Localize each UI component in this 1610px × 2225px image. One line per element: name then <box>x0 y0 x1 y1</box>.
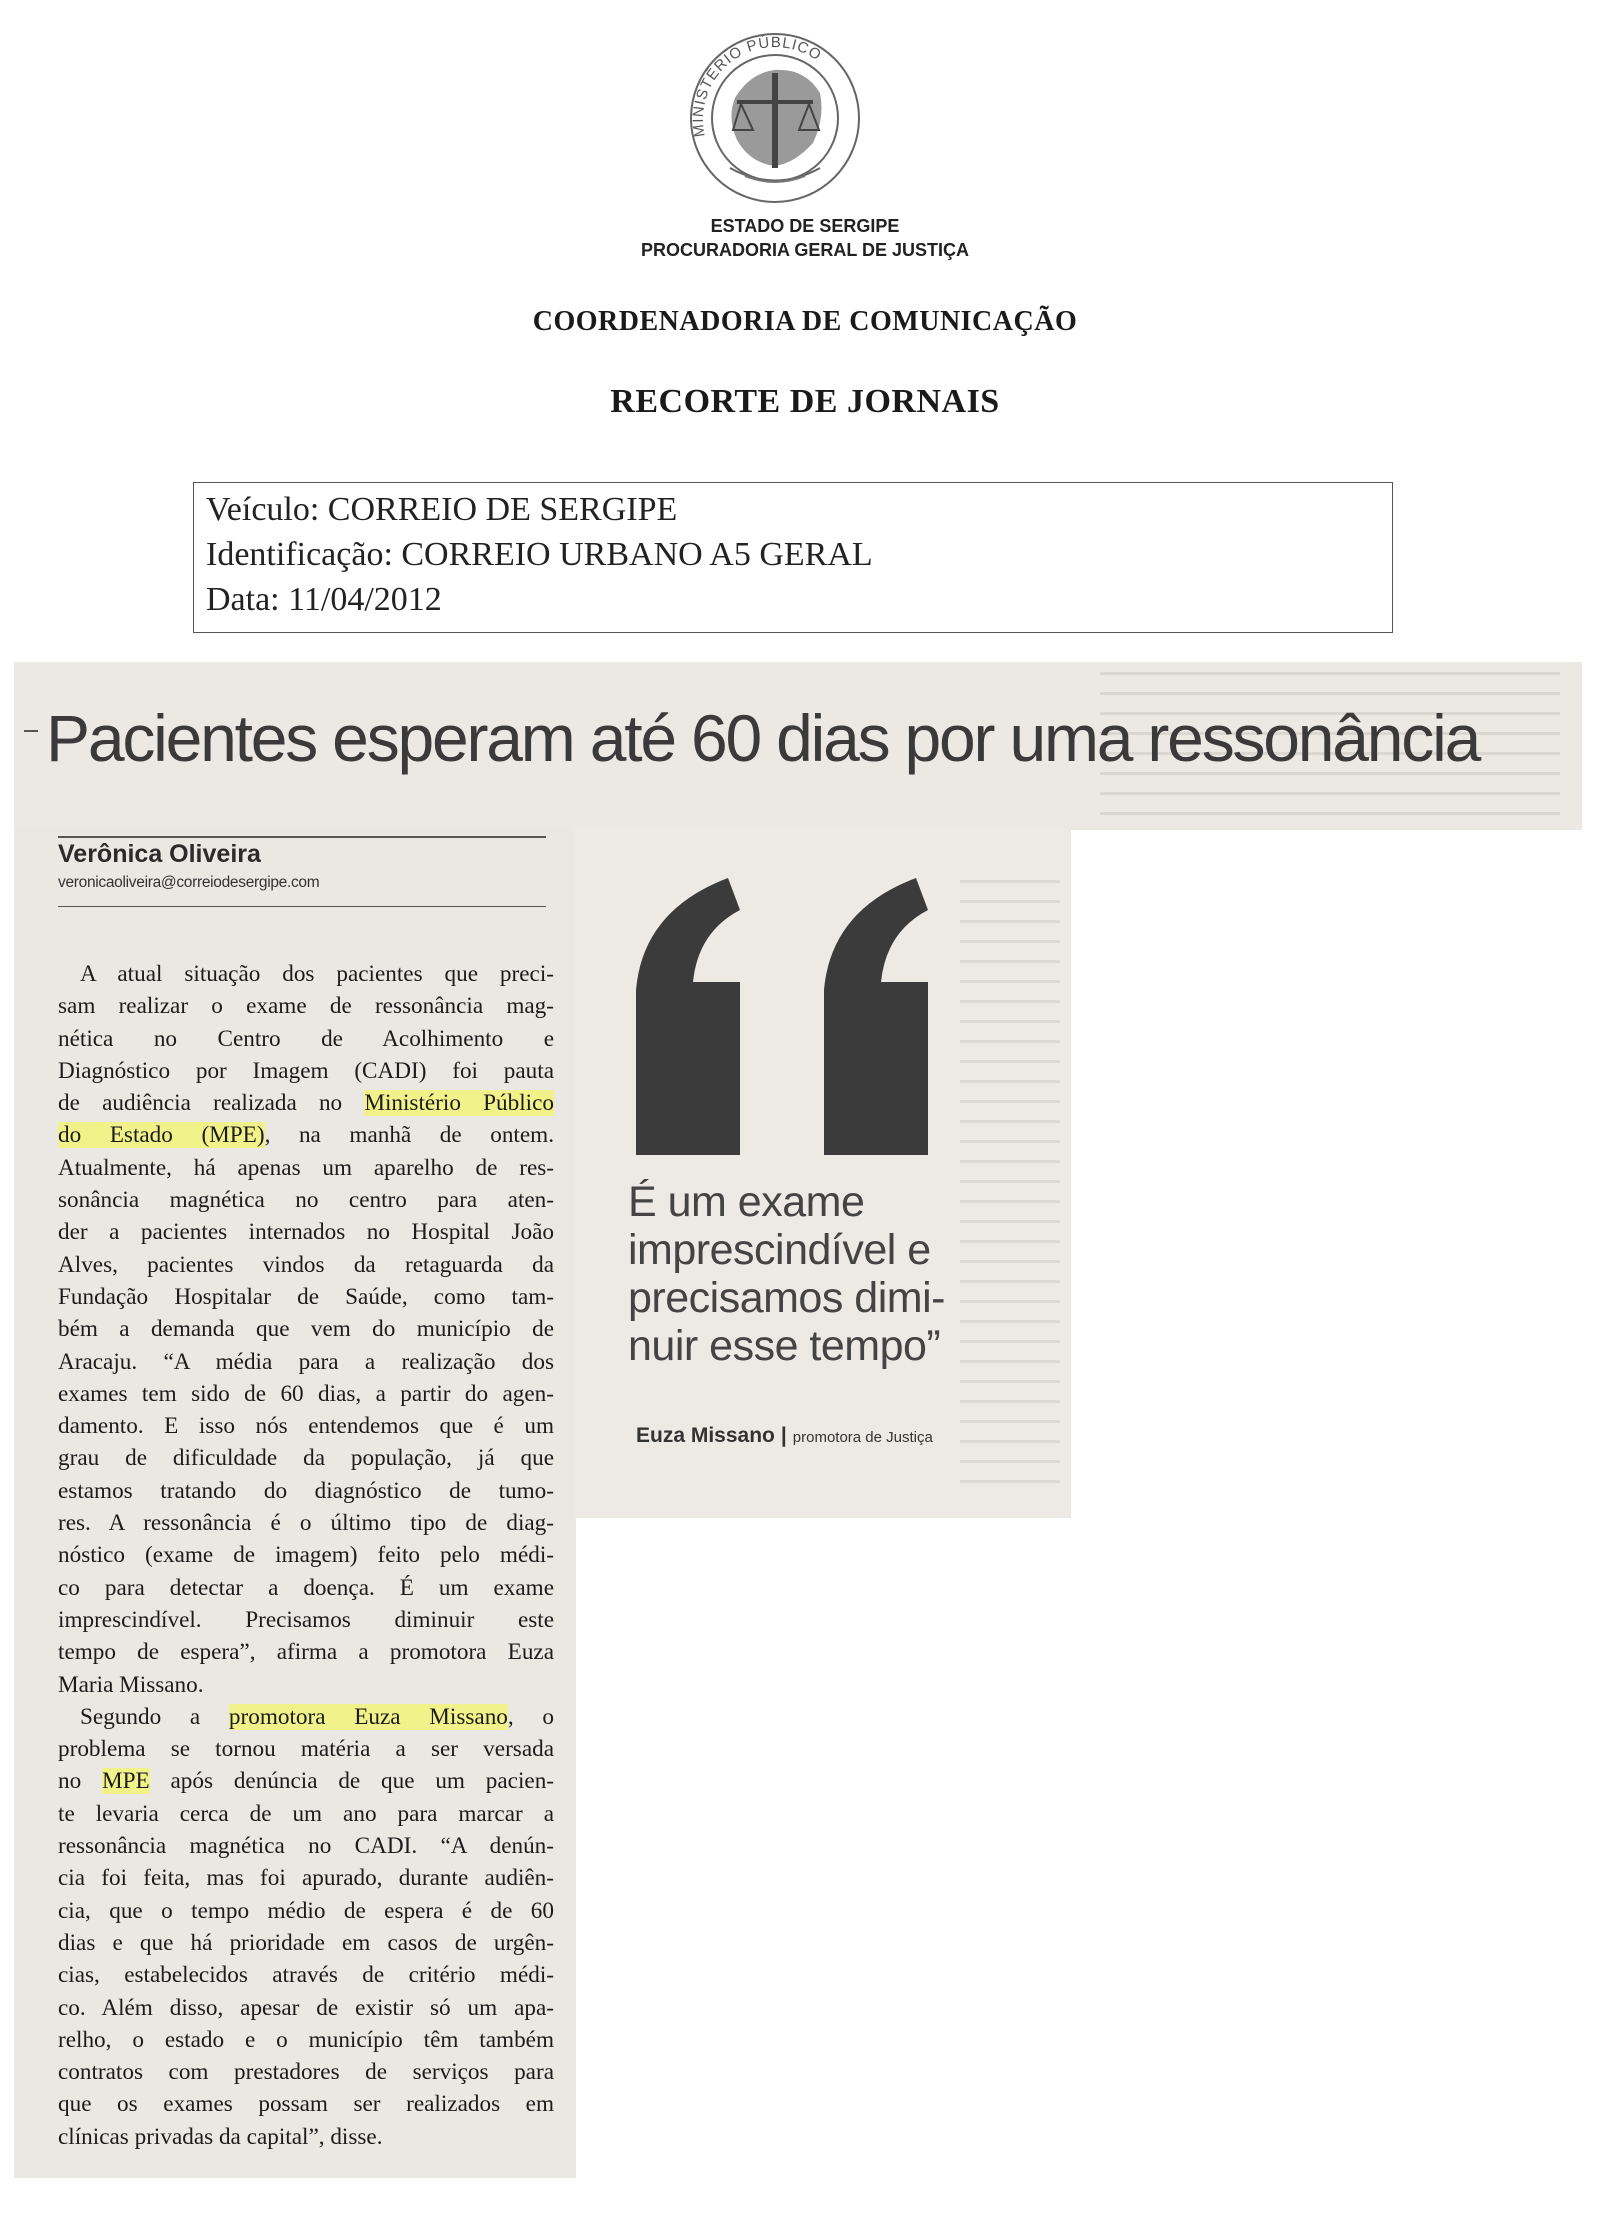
body-text: após denúncia de que um pacien- <box>149 1768 555 1795</box>
body-text: de audiência realizada no <box>58 1090 365 1117</box>
body-line: Fundação Hospitalar de Saúde, como tam- <box>58 1283 554 1310</box>
pull-quote-line: nuir esse tempo” <box>628 1322 941 1370</box>
pull-quote-line: imprescindível e <box>628 1226 931 1274</box>
body-line: relho, o estado e o município têm também <box>58 2026 554 2053</box>
body-line: contratos com prestadores de serviços para <box>58 2059 554 2086</box>
body-line <box>58 1765 554 1797</box>
body-text: Segundo a <box>80 1703 229 1730</box>
body-line <box>58 1119 554 1151</box>
body-line <box>58 1087 554 1119</box>
ministerio-publico-seal <box>675 18 875 206</box>
quote-author-name: Euza Missano <box>636 1424 775 1447</box>
seal-text: MINISTÉRIO PÚBLICO <box>689 34 825 139</box>
body-line: co. Além disso, apesar de existir só um apa- <box>58 1994 554 2021</box>
highlighted-text: promotora Euza Missano <box>228 1703 508 1730</box>
body-line: bém a demanda que vem do município de <box>58 1316 554 1343</box>
headline-dash <box>24 730 38 732</box>
office-name: PROCURADORIA GERAL DE JUSTIÇA <box>640 240 970 260</box>
body-line: grau de dificuldade da população, já que <box>58 1445 554 1472</box>
body-line: co para detectar a doença. É um exame <box>58 1574 554 1601</box>
section-title: RECORTE DE JORNAIS <box>610 383 1000 420</box>
body-line: imprescindível. Precisamos diminuir este <box>58 1606 554 1633</box>
attribution-separator: | <box>780 1424 787 1447</box>
byline-bottom-rule <box>58 906 546 907</box>
pull-quote-attribution <box>636 1424 933 1448</box>
quotation-mark-icon <box>628 870 948 1160</box>
body-line <box>58 1701 554 1733</box>
body-text: no <box>58 1768 103 1795</box>
body-line: ressonância magnética no CADI. “A denún- <box>58 1833 554 1860</box>
body-line: cia, que o tempo médio de espera é de 60 <box>58 1897 554 1924</box>
body-line: que os exames possam ser realizados em <box>58 2091 554 2118</box>
body-line: dias e que há prioridade em casos de urgên- <box>58 1929 554 1956</box>
byline-top-rule <box>58 836 546 838</box>
body-line: te levaria cerca de um ano para marcar a <box>58 1800 554 1827</box>
pull-quote-line: É um exame <box>628 1178 865 1226</box>
body-text: , na manhã de ontem. <box>264 1122 554 1149</box>
body-line: clínicas privadas da capital”, disse. <box>58 2123 383 2150</box>
author-name: Verônica Oliveira <box>58 840 261 868</box>
body-line: A atual situação dos pacientes que preci- <box>80 961 554 987</box>
pull-quote-line: precisamos dimi- <box>628 1274 945 1322</box>
pull-quote <box>628 1178 945 1370</box>
body-line: res. A ressonância é o último tipo de diag- <box>58 1510 554 1537</box>
body-line: tempo de espera”, afirma a promotora Euza <box>58 1639 554 1666</box>
identification-line: Identificação: CORREIO URBANO A5 GERAL <box>206 536 873 573</box>
body-line: Maria Missano. <box>58 1671 204 1698</box>
body-line: Diagnóstico por Imagem (CADI) foi pauta <box>58 1057 554 1084</box>
quote-author-role: promotora de Justiça <box>792 1429 933 1446</box>
body-line: cia foi feita, mas foi apurado, durante audiên- <box>58 1865 554 1892</box>
body-line: problema se tornou matéria a ser versada <box>58 1736 554 1763</box>
vehicle-line: Veículo: CORREIO DE SERGIPE <box>206 491 678 528</box>
state-name: ESTADO DE SERGIPE <box>710 216 900 236</box>
article-body <box>58 958 554 2153</box>
department-title: COORDENADORIA DE COMUNICAÇÃO <box>532 306 1078 337</box>
author-email: veronicaoliveira@correiodesergipe.com <box>58 874 320 891</box>
body-text: , o <box>507 1703 555 1730</box>
body-line: Alves, pacientes vindos da retaguarda da <box>58 1251 554 1278</box>
highlighted-text: MPE <box>102 1768 150 1795</box>
body-line: nóstico (exame de imagem) feito pelo médi- <box>58 1542 554 1569</box>
show-through-texture-2 <box>960 880 1060 1500</box>
body-line: der a pacientes internados no Hospital João <box>58 1219 554 1246</box>
body-line: exames tem sido de 60 dias, a partir do agen- <box>58 1380 554 1407</box>
body-line: Aracaju. “A média para a realização dos <box>58 1348 554 1375</box>
body-line: estamos tratando do diagnóstico de tumo- <box>58 1477 554 1504</box>
body-line: nética no Centro de Acolhimento e <box>58 1025 554 1052</box>
body-line: damento. E isso nós entendemos que é um <box>58 1413 554 1440</box>
clipping-metadata-box <box>193 482 1393 633</box>
highlighted-text: Ministério Público <box>364 1090 554 1117</box>
body-line: sam realizar o exame de ressonância mag- <box>58 993 554 1020</box>
body-line: Atualmente, há apenas um aparelho de res- <box>58 1154 554 1181</box>
body-line: sonância magnética no centro para aten- <box>58 1187 554 1214</box>
highlighted-text: do Estado (MPE) <box>58 1122 265 1149</box>
article-headline: Pacientes esperam até 60 dias por uma ressonância <box>46 701 1480 775</box>
date-line: Data: 11/04/2012 <box>206 581 442 618</box>
body-line: cias, estabelecidos através de critério médi- <box>58 1962 554 1989</box>
